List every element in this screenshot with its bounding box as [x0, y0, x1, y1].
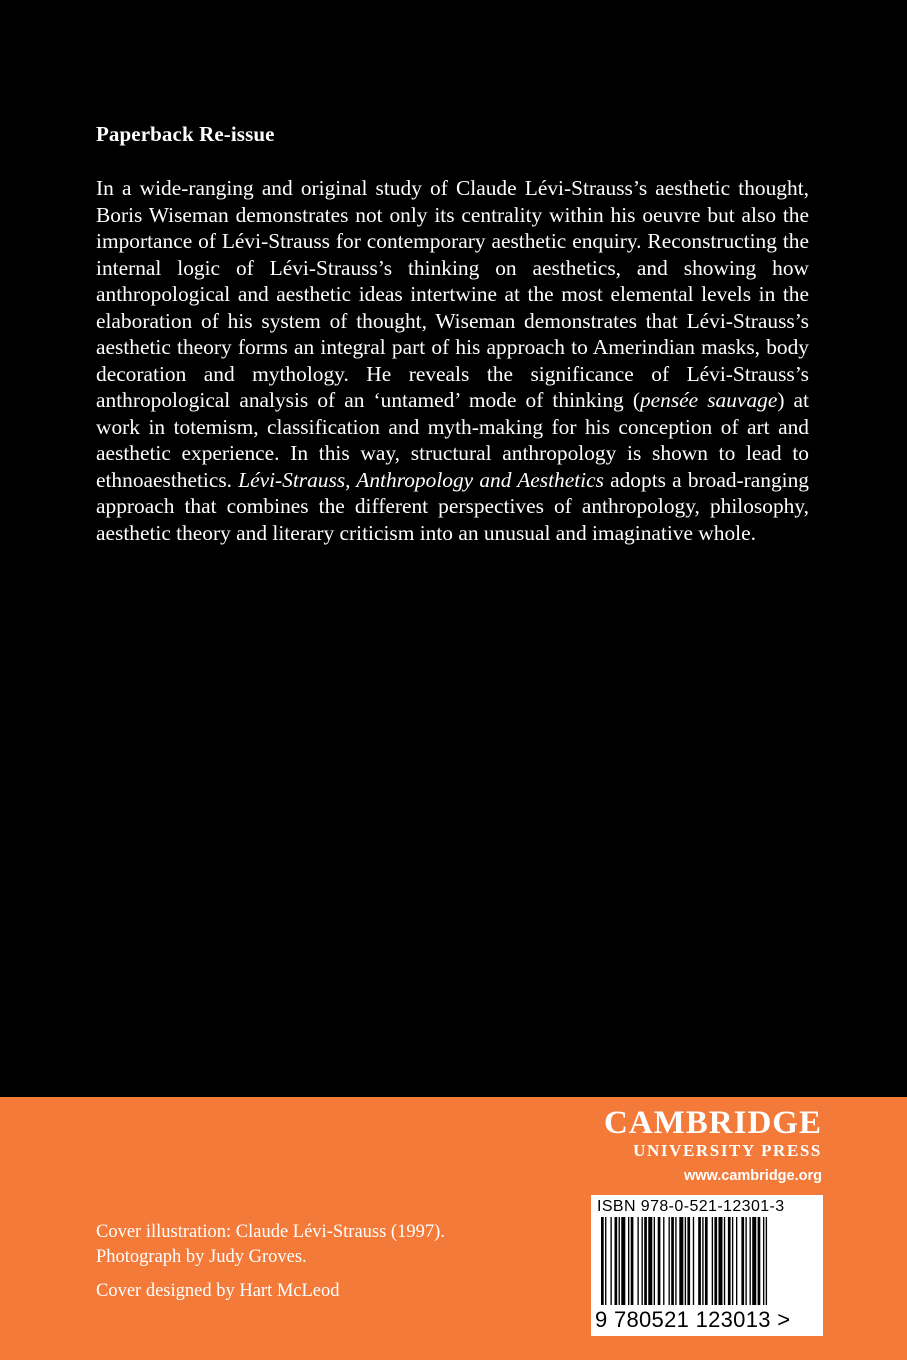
- barcode-bar: [637, 1217, 638, 1305]
- barcode-bar: [679, 1217, 683, 1305]
- publisher-name: CAMBRIDGE: [603, 1105, 822, 1141]
- blurb-italic-title: Lévi-Strauss, Anthropology and Aesthetics: [238, 467, 604, 492]
- barcode-bar: [658, 1217, 661, 1305]
- reissue-heading: Paperback Re-issue: [96, 122, 275, 146]
- barcode-bar: [605, 1217, 606, 1305]
- barcode-bar: [642, 1217, 643, 1305]
- barcode-bar: [685, 1217, 686, 1305]
- barcode-bar: [745, 1217, 746, 1305]
- barcode-bar: [724, 1217, 725, 1305]
- barcode-bar: [675, 1217, 676, 1305]
- barcode-bar: [619, 1217, 620, 1305]
- barcode-bar: [631, 1217, 634, 1305]
- credit-photograph: Photograph by Judy Groves.: [96, 1247, 307, 1267]
- barcode-bar: [610, 1217, 611, 1305]
- barcode-bar: [728, 1217, 731, 1305]
- isbn-barcode: [591, 1195, 823, 1336]
- barcode-bar: [750, 1217, 751, 1305]
- barcode-bar: [705, 1217, 708, 1305]
- barcode-bar: [714, 1217, 717, 1305]
- barcode-bar: [741, 1217, 744, 1305]
- barcode-bar: [671, 1217, 674, 1305]
- blurb-text-1: In a wide-ranging and original study of Claude Lévi-Strauss’s aesthetic thought, Boris Wiseman demonstrates not only its centrality within his oeuvre but also the importance of Lévi-Strauss for contemporary aesthetic enquiry. Reconstructing the internal logic of Lévi-Strauss’s thinking on aesthetics, and showing how anthropological and aesthetic ideas intertwine at the most elemental levels in the elaboration of his system of thought, Wiseman demonstrates that Lévi-Strauss’s aesthetic theory forms an integral part of his approach to Amerindian masks, body decoration and mythology. He reveals the significance of Lévi-Strauss’s anthropological analysis of an ‘untamed’ mode of thinking (: [96, 176, 809, 412]
- barcode-bar: [621, 1217, 625, 1305]
- publisher-logo: [604, 1106, 822, 1186]
- barcode-digits: 9 780521 123013 >: [595, 1307, 791, 1332]
- blurb-italic-pensee: pensée sauvage: [639, 388, 778, 412]
- barcode-bar: [663, 1217, 664, 1305]
- credit-illustration: Cover illustration: Claude Lévi-Strauss (1997).: [96, 1222, 445, 1242]
- blurb-text-3: adopts a broad-ranging approach that combines the different perspectives of anthropology, philosophy, aesthetic theory and literary criticism into an unusual and imaginative whole.: [96, 467, 809, 545]
- barcode-bar: [601, 1217, 604, 1305]
- barcode-bar: [732, 1217, 733, 1305]
- barcode-bar: [758, 1217, 761, 1305]
- publisher-url: www.cambridge.org: [683, 1168, 822, 1184]
- barcode-bar: [693, 1217, 694, 1305]
- blurb-text-2: ) at work in totemism, classification and myth-making for his conception of art and aesthetic experience. In this way, structural anthropology is shown to lead to ethnoaesthetics.: [96, 388, 809, 492]
- publisher-subtitle: UNIVERSITY PRESS: [633, 1141, 822, 1160]
- barcode-bar: [687, 1217, 690, 1305]
- isbn-label: ISBN 978-0-521-12301-3: [597, 1198, 785, 1215]
- barcode-bar: [628, 1217, 629, 1305]
- barcode-bar: [644, 1217, 647, 1305]
- blurb-paragraph: [96, 175, 809, 546]
- barcode-bars: [591, 1217, 823, 1313]
- barcode-bar: [615, 1217, 618, 1305]
- barcode-bar: [648, 1217, 652, 1305]
- cover-credits: [96, 1220, 445, 1304]
- barcode-bar: [736, 1217, 737, 1305]
- barcode-bar: [763, 1217, 764, 1305]
- barcode-bar: [718, 1217, 722, 1305]
- barcode-bar: [698, 1217, 701, 1305]
- barcode-bar: [654, 1217, 655, 1305]
- credit-designer: Cover designed by Hart McLeod: [96, 1281, 340, 1301]
- barcode-bar: [752, 1217, 756, 1305]
- barcode-bar: [702, 1217, 703, 1305]
- barcode-bar: [712, 1217, 713, 1305]
- barcode-bar: [669, 1217, 670, 1305]
- barcode-bar: [766, 1217, 767, 1305]
